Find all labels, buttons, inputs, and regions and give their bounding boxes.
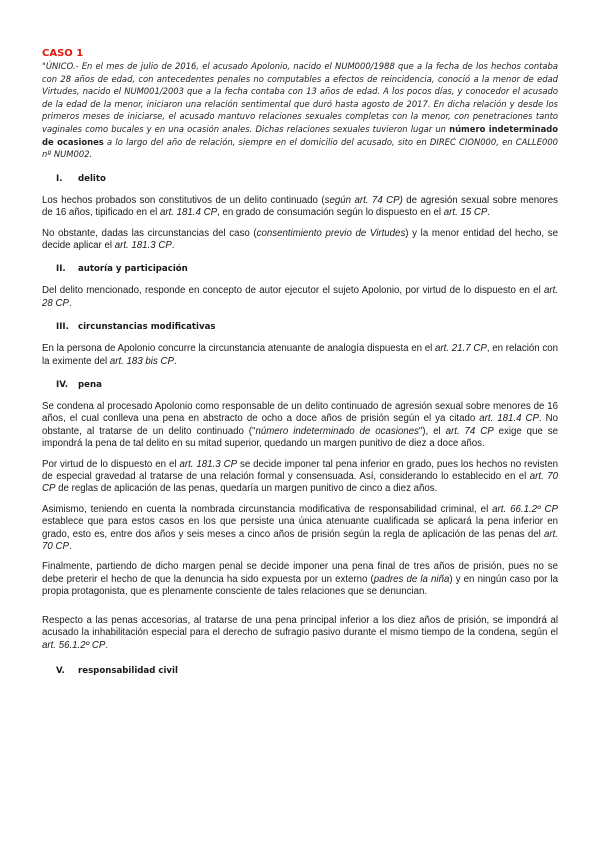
section-paragraph xyxy=(42,561,558,598)
legal-citation: art. 66.1.2º CP xyxy=(492,503,558,515)
section-paragraph xyxy=(42,459,558,496)
text-run: No obstante, dadas las circunstancias del caso ( xyxy=(42,227,257,239)
section-title: circunstancias modificativas xyxy=(78,322,216,333)
section-paragraph xyxy=(42,343,558,368)
section-title: responsabilidad civil xyxy=(78,665,178,676)
text-run: exige que se impondrá la pena de tal delito en su mitad superior, quedando un margen punitivo de diez a doce años. xyxy=(42,425,558,450)
text-run: , en relación con la eximente del xyxy=(42,343,558,367)
legal-citation: según art. 74 CP) xyxy=(324,194,403,206)
text-run: Finalmente, partiendo de dicho margen penal se decide imponer una pena final de tres años de prisión, pues no se debe preterir el hecho de que la denuncia ha sido expuesta por un externo ( xyxy=(42,561,558,585)
legal-citation: consentimiento previo de Virtudes xyxy=(256,227,406,239)
legal-citation: art. 21.7 CP xyxy=(435,343,487,355)
section-paragraph xyxy=(42,228,558,253)
text-run: Del delito mencionado, responde en concepto de autor ejecutor el sujeto Apolonio, por virtud de lo dispuesto en el xyxy=(42,285,544,297)
text-run: ) y en ningún caso por la propia protagonista, que es plenamente consciente de tales relaciones que se denuncian. xyxy=(42,573,559,598)
text-run: . xyxy=(68,297,72,309)
section-paragraph xyxy=(42,504,558,554)
text-run: establece que para estos casos en los que persiste una única atenuante cualificada se aplicará la pena inferior en grado, esto es, entre dos años y seis meses a cinco años de prisión según la regla de aplicación de las penas del xyxy=(42,516,558,540)
text-run: a lo largo del año de relación, siempre en el domicilio del acusado, sito en DIREC CION000, en CALLE000 nº NUM002. xyxy=(42,136,558,160)
text-run: "), el xyxy=(418,425,446,437)
legal-citation: art. 15 CP xyxy=(443,207,488,219)
case-title: CASO 1 xyxy=(42,48,84,59)
legal-citation: padres de la niña xyxy=(373,573,450,585)
text-run: de reglas de aplicación de las penas, quedaría un margen punitivo de cinco a diez años. xyxy=(55,483,438,495)
section-paragraph xyxy=(42,401,558,451)
text-run: Por virtud de lo dispuesto en el xyxy=(42,458,180,470)
text-run: . xyxy=(68,541,72,553)
section-title: pena xyxy=(78,380,102,390)
legal-citation: art. 28 CP xyxy=(42,285,558,309)
text-run: , en grado de consumación según lo dispuesto en el xyxy=(217,207,444,219)
legal-citation: art. 56.1.2º CP xyxy=(42,639,106,651)
legal-citation: número indeterminado de ocasiones xyxy=(255,425,419,437)
legal-citation: art. 183 bis CP xyxy=(109,355,174,367)
section-heading xyxy=(42,173,558,185)
text-run: ) y la menor entidad del hecho, se decide aplicar el xyxy=(42,227,559,251)
text-run: . xyxy=(171,239,175,251)
section-paragraph xyxy=(42,285,558,310)
text-run: "ÚNICO.- En el mes de julio de 2016, el acusado Apolonio, nacido el NUM000/1988 que a la fecha de los hechos contaba con 28 años de edad, con antecedentes penales no computables a efectos de reincidencia, conoció a la menor de edad Virtudes, nacido el NUM001/2003 que a la fecha contaba con 13 años de edad. A los pocos días, y conocedor el acusado de la edad de la menor, iniciaron una relación sentimental que duró hasta agosto de 2017. En dicha relación y desde los primeros meses de iniciarse, el acusado mantuvo relaciones sexuales completas con la menor, con penetraciones tanto vaginales como bucales y en una ocasión anales. Dichas relaciones sexuales tuvieron lugar un xyxy=(42,61,558,134)
text-run: En la persona de Apolonio concurre la circunstancia atenuante de analogía dispuesta en el xyxy=(42,343,436,355)
section-paragraph xyxy=(42,615,558,652)
text-run: Los hechos probados son constitutivos de un delito continuado ( xyxy=(42,194,325,206)
section-number: IV. xyxy=(56,380,69,390)
text-run: Asimismo, teniendo en cuenta la nombrada circunstancia modificativa de responsabilidad criminal, el xyxy=(42,503,493,515)
section-heading xyxy=(42,379,558,391)
legal-citation: art. 181.4 CP xyxy=(479,413,539,425)
section-title: autoría y participación xyxy=(78,264,188,275)
text-run: se decide imponer tal pena inferior en grado, pues los hechos no revisten de especial gravedad al tratarse de una relación formal y consensuada. Así, considerando lo establecido en el xyxy=(42,458,558,483)
bold-text: número indeterminado de ocasiones xyxy=(42,123,558,147)
document-body xyxy=(42,48,558,677)
section-paragraph xyxy=(42,195,558,220)
text-run: Se condena al procesado Apolonio como responsable de un delito continuado de agresión sexual sobre menores de 16 años, el cual conlleva una pena en abstracto de ocho a doce años de prisión según el ya citado xyxy=(42,401,558,425)
section-number: I. xyxy=(56,173,63,184)
section-heading xyxy=(42,263,558,275)
text-run: . No obstante, al tratarse de un delito continuado (" xyxy=(42,413,558,437)
section-number: III. xyxy=(56,322,69,333)
text-run: . xyxy=(173,355,177,367)
section-title: delito xyxy=(78,173,106,184)
section-number: II. xyxy=(56,264,66,275)
legal-citation: art. 70 CP xyxy=(42,471,558,495)
legal-citation: art. 181.4 CP xyxy=(159,207,218,219)
proven-facts-paragraph xyxy=(42,60,558,161)
legal-citation: art. 74 CP xyxy=(445,425,494,437)
legal-citation: art. 181.3 CP xyxy=(114,239,172,251)
text-run: de agresión sexual sobre menores de 16 años, tipificado en el xyxy=(42,194,558,219)
legal-citation: art. 70 CP xyxy=(42,528,558,553)
section-heading xyxy=(42,321,558,333)
text-run: . xyxy=(105,639,109,651)
legal-citation: art. 181.3 CP xyxy=(179,458,238,470)
section-heading xyxy=(42,665,558,677)
text-run: . xyxy=(487,207,491,219)
text-run: Respecto a las penas accesorias, al tratarse de una pena principal inferior a los diez años de prisión, se impondrá al acusado la inhabilitación especial para el derecho de sufragio pasivo durante el mismo tiempo de la condena, según el xyxy=(42,614,558,639)
section-number: V. xyxy=(56,665,65,676)
